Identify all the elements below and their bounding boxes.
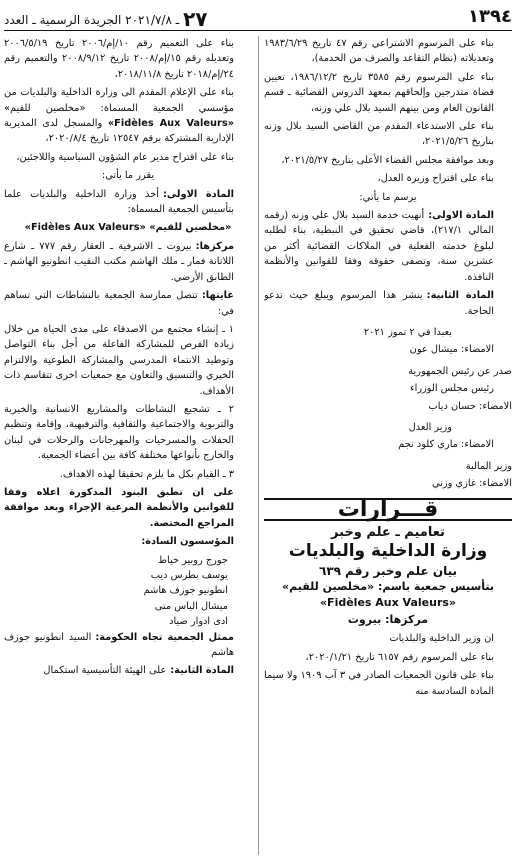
justice-minister-title: وزير العدل xyxy=(408,421,452,433)
founder-name: جورج روبير خياط xyxy=(157,554,228,566)
section-subheading: تعاميم ـ علم وخبر xyxy=(331,524,445,540)
right-column xyxy=(264,36,512,855)
column-divider xyxy=(258,36,259,855)
founder-name: ميشال الياس متى xyxy=(154,600,228,612)
decree-article-2 xyxy=(264,288,512,319)
decree-paragraph: بناء على المرسوم رقم ٣٥٨٥ تاريخ ١٩٨٦/١٢/٢، تعيين قضاة متدرجين وإلحاقهم بمعهد الدروس القضائية ـ قسم القانون العام ومن بينهم السيد بلال علي وزنه، xyxy=(264,71,494,114)
goal-item: ١ ـ إنشاء مجتمع من الاصدقاء على مدى الحياة من خلال زيادة الفرص للمشاركة الفاعلة من أجل بناء التواصل وتوطيد الانتماء المدرسي والمشاركة الطوعية والالتزام الخيري والتنسيق والتعاون مع جمعيات اخرى تتقاسم ذات الأهداف. xyxy=(4,323,234,397)
decree-paragraph: وبعد موافقة مجلس القضاء الأعلى بتاريخ ٢٠٢١/٥/٢٧، xyxy=(281,154,494,166)
journal-name: الجريدة الرسمية ـ العدد xyxy=(4,13,122,27)
goals-label: غايتها: xyxy=(201,290,234,302)
decision-intro: يقرر ما يأتي: xyxy=(101,170,155,182)
article-label: المادة الثانية: xyxy=(170,665,234,677)
association-name: بتأسيس جمعية باسم: «مخلصين للقيم» xyxy=(281,580,495,594)
article-text: على الهيئة التأسيسية استكمال xyxy=(43,665,167,677)
statement-title: بيان علم وخبر رقم ٦٣٩ xyxy=(319,563,457,578)
issue-number: ٢٧ xyxy=(183,7,208,31)
finance-minister-title: وزير المالية xyxy=(465,460,512,472)
notice-association-fr: «Fidèles Aux Valeurs» xyxy=(107,118,234,130)
article-text: ينشر هذا المرسوم ويبلغ حيث تدعو الحاجة. xyxy=(264,290,494,317)
notice-paragraph xyxy=(4,85,252,147)
decree-intro: يرسم ما يأتي: xyxy=(359,191,417,203)
left-column xyxy=(4,36,252,855)
ministry-heading: وزارة الداخلية والبلديات xyxy=(288,541,488,562)
pm-title: رئيس مجلس الوزراء xyxy=(410,383,494,395)
founder-name: ادى ادوار صياد xyxy=(169,616,228,628)
founder-name: يوسف بطرس ديب xyxy=(150,570,228,581)
government-representative xyxy=(4,630,252,661)
decision-article-2 xyxy=(4,663,252,678)
notice-suffix: والمسجل لدى المديرية الإدارية المشتركة برقم ١٢٥٤٧ تاريخ ٢٠٢٠/٨/٤، xyxy=(4,118,234,145)
city-value: بيروت xyxy=(347,613,382,626)
goal-item: ٣ ـ القيام بكل ما يلزم تحقيقا لهذه الاهداف. xyxy=(59,468,234,480)
header-issue-info xyxy=(4,7,208,31)
notice-prefix: بناء على الإعلام المقدم الى وزارة الداخلية والبلديات من مؤسسي الجمعية المسماة: «مخلصين للقيم» xyxy=(4,87,234,114)
compliance-paragraph: على ان تطبق البنود المذكورة اعلاه وفقا للقوانين والأنظمة المرعية الإجراء وبعد موافقة المراجع المختصة. xyxy=(4,486,234,529)
decree-article-1 xyxy=(264,208,512,285)
hq-text: بيروت ـ الاشرفية ـ العقار رقم ٧٧٧ ـ شارع اللاتانة فمار ـ ملك الهاشم مكتب النقيب انطونيو الهاشم ـ الطابق الأرضي. xyxy=(4,240,234,283)
circular-paragraph: بناء على التعميم رقم ١٠/إم/٢٠٠٦ تاريخ ٢٠٠٦/٥/١٩ وتعديله رقم ١٥/إم/٢٠٠٨ تاريخ ٢٠٠٨/٩/١٢ والتعميم رقم ٢٤/إم/٢٠١٨ تاريخ ٢٠١٨/١١/٨، xyxy=(4,38,234,80)
proposal-paragraph: بناء على اقتراح مدير عام الشؤون السياسية واللاجئين، xyxy=(16,151,234,163)
founders-list xyxy=(4,553,252,630)
city-label: مركزها: xyxy=(385,613,429,626)
closing-paragraph: بناء على المرسوم رقم ٦١٥٧ تاريخ ٢٠٢٠/١/٢١، xyxy=(305,651,494,663)
rep-name: السيد انطونيو جوزف هاشم xyxy=(4,631,234,659)
president-signature: الامضاء: ميشال عون xyxy=(409,344,494,356)
decisions-heading: قـــرارات xyxy=(264,498,512,521)
issue-date: ـ ٢٠٢١/٧/٨ xyxy=(125,13,180,27)
page-header xyxy=(4,6,512,31)
goals-intro xyxy=(4,288,252,319)
page-number: ١٣٩٤ xyxy=(468,6,512,27)
hq-label: مركزها: xyxy=(195,240,235,252)
founder-name: انطونيو جوزف هاشم xyxy=(143,585,228,597)
decree-paragraph: بناء على المرسوم الاشتراعي رقم ٤٧ تاريخ ١٩٨٣/٦/٢٩ وتعديلاته (نظام التقاعد والصرف من الخدمة)، xyxy=(264,38,494,65)
association-city xyxy=(264,612,512,627)
decree-paragraph: بناء على اقتراح وزيرة العدل، xyxy=(377,173,494,185)
association-name-fr: «Fidèles Aux Valeurs» xyxy=(319,595,457,609)
justice-minister-signature: الامضاء: ماري كلود نجم xyxy=(398,439,494,451)
pm-signature: الامضاء: حسان دياب xyxy=(428,400,512,412)
finance-minister-signature: الامضاء: غازي وزني xyxy=(431,478,512,490)
decision-article-1 xyxy=(4,187,252,218)
issued-by: صدر عن رئيس الجمهورية xyxy=(408,365,512,377)
rep-label: ممثل الجمعية تجاه الحكومة: xyxy=(95,631,234,643)
decree-paragraph: بناء على الاستدعاء المقدم من القاضي السيد بلال وزنه بتاريخ ٢٠٢١/٥/٢٦، xyxy=(264,121,494,148)
article-text: أنهيت خدمة السيد بلال علي وزنه (رقمه المالي ٢١٧/١)، قاضي تحقيق في النبطية، بناء لطلبه لبلوغ خدمته الفعلية في الملاكات القضائية أكثر من عشرين سنة، وتصفى حقوقه وفقا للقوانين والأنظمة النافذة. xyxy=(264,210,494,283)
article-label: المادة الاولى: xyxy=(428,210,494,222)
minister-intro: ان وزير الداخلية والبلديات xyxy=(389,633,494,645)
headquarters xyxy=(4,239,252,285)
association-name-line: «مخلصين للقيم» «Fidèles Aux Valeurs» xyxy=(24,222,232,234)
signing-date: بعبدا في ٢ تموز ٢٠٢١ xyxy=(363,326,452,338)
closing-paragraph: بناء على قانون الجمعيات الصادر في ٣ آب ١٩٠٩ ولا سيما المادة السادسة منه xyxy=(264,670,494,697)
goals-text: تتصل ممارسة الجمعية بالنشاطات التي تساهم في: xyxy=(4,290,234,317)
goal-item: ٢ ـ تشجيع النشاطات والمشاريع الانسانية والخيرية والتربوية والاجتماعية والثقافية والترفيهية، وإقامة وتنظيم الحفلات والمسرحيات والمهرجانات والرحلات في لبنان والخارج بأنواعها مختلفة كافة بين أعضاء الجمعية. xyxy=(4,403,234,462)
founders-label: المؤسسون السادة: xyxy=(141,536,234,548)
article-label: المادة الثانية: xyxy=(426,290,494,302)
article-label: المادة الاولى: xyxy=(162,188,234,200)
article-text: أخذ وزارة الداخلية والبلديات علما بتأسيس الجمعية المسماة: xyxy=(4,188,234,216)
